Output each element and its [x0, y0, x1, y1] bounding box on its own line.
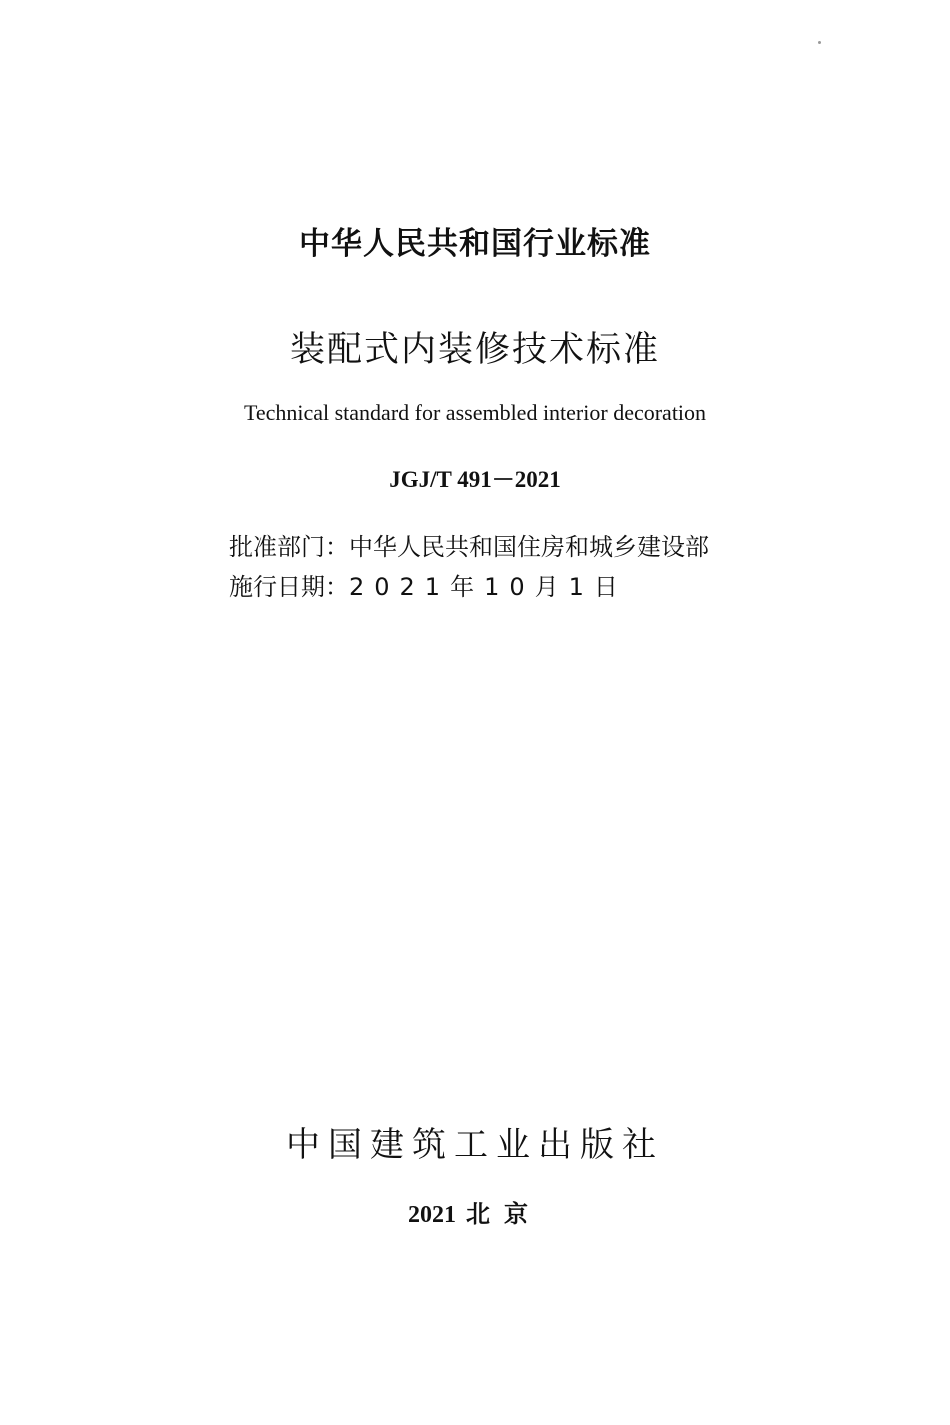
industry-standard-heading: 中华人民共和国行业标准	[299, 226, 651, 262]
effective-date-value: 2021年10月1日	[349, 573, 628, 601]
approval-label: 批准部门：	[229, 533, 349, 561]
effective-date-line	[229, 567, 789, 602]
standard-title-chinese: 装配式内装修技术标准	[289, 330, 660, 370]
imprint-line	[0, 1194, 950, 1229]
imprint-year: 2021	[408, 1202, 456, 1228]
standard-code: JGJ/T 491－2021	[389, 467, 561, 492]
effective-date-label: 施行日期：	[229, 573, 349, 601]
standard-title-english: Technical standard for assembled interior decoration	[243, 400, 707, 425]
publisher-name: 中国建筑工业出版社	[286, 1125, 664, 1165]
approval-value: 中华人民共和国住房和城乡建设部	[349, 533, 709, 561]
imprint-city: 北京	[466, 1200, 542, 1228]
approval-line	[229, 527, 789, 562]
scan-speck	[818, 41, 821, 44]
